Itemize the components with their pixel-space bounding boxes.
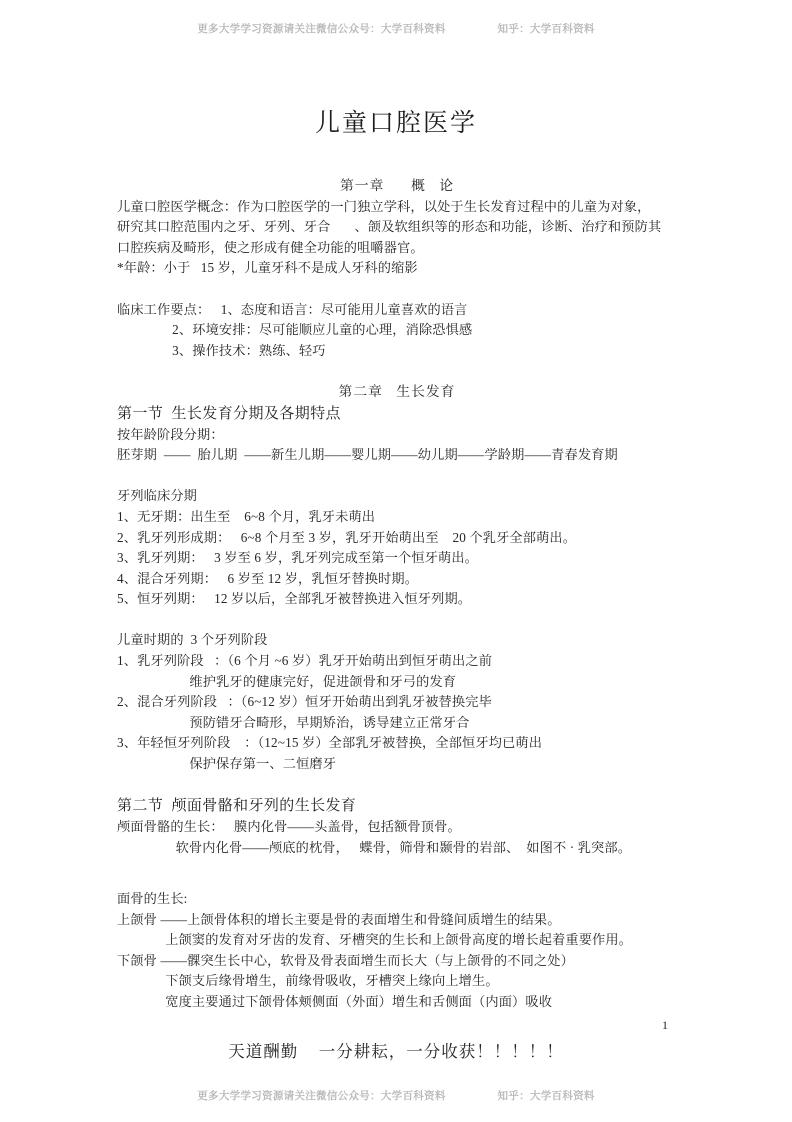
facial-bone-item: 下颌骨 ——髁突生长中心，软骨及骨表面增生而长大（与上颌骨的不同之处） <box>117 952 574 968</box>
watermark-footer <box>0 1088 792 1103</box>
page-title: 儿童口腔医学 <box>314 109 477 137</box>
three-stages-item: 保护保存第一、二恒磨牙 <box>117 756 337 772</box>
chapter-1-paragraph-line: 儿童口腔医学概念：作为口腔医学的一门独立学科，以处于生长发育过程中的儿童为对象， <box>117 198 651 214</box>
craniofacial-item: 软骨内化骨——颅底的枕骨， 蝶骨，筛骨和颞骨的岩部、 如图不 · 乳突部。 <box>117 839 632 855</box>
craniofacial-item: 颅面骨骼的生长： 膜内化骨——头盖骨，包括额骨顶骨。 <box>117 819 461 835</box>
facial-bone-label: 面骨的生长: <box>117 891 188 906</box>
age-stage-chain: 胚芽期 —— 胎儿期 ——新生儿期——婴儿期——幼儿期——学龄期——青春发育期 <box>117 447 618 463</box>
three-stages-item: 1、乳牙列阶段 ：（6 个月 ~6 岁）乳牙开始萌出到恒牙萌出之前 <box>117 653 493 669</box>
spacer <box>117 610 677 631</box>
clinical-point-line: 临床工作要点： 1、态度和语言：尽可能用儿童喜欢的语言 <box>117 301 468 317</box>
facial-bone-item: 上颌窦的发育对牙齿的发育、牙槽突的生长和上颌骨高度的增长起着重要作用。 <box>117 932 633 948</box>
clinical-point-line: 2、环境安排：尽可能顺应儿童的心理，消除恐惧感 <box>117 322 473 338</box>
chapter-1-age-note: *年龄：小于 15 岁，儿童牙科不是成人牙科的缩影 <box>117 260 418 276</box>
dentition-clinical-item: 3、乳牙列期： 3 岁至 6 岁，乳牙列完成至第一个恒牙萌出。 <box>117 550 479 566</box>
facial-bone-item: 宽度主要通过下颌骨体颊侧面（外面）增生和舌侧面（内面）吸收 <box>117 993 553 1009</box>
watermark-header <box>0 21 792 36</box>
chapter-1-heading: 第一章 概 论 <box>339 178 455 193</box>
watermark-footer-right: 知乎：大学百科资料 <box>497 1091 595 1102</box>
dentition-clinical-item: 2、乳牙列形成期： 6~8 个月至 3 岁，乳牙开始萌出至 20 个乳牙全部萌出。 <box>117 529 577 545</box>
three-stages-item: 3、年轻恒牙列阶段 ：（12~15 岁）全部乳牙被替换，全部恒牙均已萌出 <box>117 735 543 751</box>
motto-text: 天道酬勤 一分耕耘，一分收获！！！！！ <box>228 1042 564 1061</box>
spacer <box>117 879 677 889</box>
age-stage-label: 按年龄阶段分期： <box>117 426 224 442</box>
chapter-2-heading: 第二章 生长发育 <box>338 383 456 399</box>
dentition-clinical-item: 5、恒牙列期： 12 岁以后，全部乳牙被替换进入恒牙列期。 <box>117 591 472 607</box>
three-stages-item: 2、混合牙列阶段 ：（6~12 岁）恒牙开始萌出到乳牙被替换完毕 <box>117 694 492 710</box>
chapter-1-paragraph-line: 研究其口腔范围内之牙、牙列、牙合 、颌及软组织等的形态和功能，诊断、治疗和预防其 <box>117 219 662 235</box>
watermark-footer-left: 更多大学学习资源请关注微信公众号：大学百科资料 <box>197 1091 446 1102</box>
watermark-header-left: 更多大学学习资源请关注微信公众号：大学百科资料 <box>197 24 446 35</box>
spacer <box>117 858 677 879</box>
watermark-header-right: 知乎：大学百科资料 <box>497 24 595 35</box>
three-stages-item: 维护乳牙的健康完好，促进颌骨和牙弓的发育 <box>117 673 457 689</box>
section-1-heading: 第一节 生长发育分期及各期特点 <box>117 405 341 422</box>
spacer <box>117 466 677 487</box>
spacer <box>117 775 677 796</box>
spacer <box>117 279 677 300</box>
dentition-clinical-item: 1、无牙期：出生至 6~8 个月，乳牙未萌出 <box>117 508 376 524</box>
three-stages-item: 预防错牙合畸形，早期矫治，诱导建立正常牙合 <box>117 714 470 730</box>
three-stages-label: 儿童时期的 3 个牙列阶段 <box>117 632 268 648</box>
clinical-point-line: 3、操作技术：熟练、轻巧 <box>117 342 326 358</box>
dentition-clinical-item: 4、混合牙列期： 6 岁至 12 岁，乳恒牙替换时期。 <box>117 570 419 586</box>
dentition-clinical-label: 牙列临床分期 <box>117 488 198 504</box>
facial-bone-item: 上颌骨 ——上颌骨体积的增长主要是骨的表面增生和骨缝间质增生的结果。 <box>117 911 561 927</box>
chapter-1-paragraph-line: 口腔疾病及畸形，使之形成有健全功能的咀嚼器官。 <box>117 239 424 255</box>
page-number: 1 <box>662 1018 668 1032</box>
section-2-heading: 第二节 颅面骨骼和牙列的生长发育 <box>117 798 357 815</box>
document-body <box>117 176 677 1013</box>
facial-bone-item: 下颌支后缘骨增生，前缘骨吸收，牙槽突上缘向上增生。 <box>117 973 499 989</box>
spacer <box>117 361 677 382</box>
